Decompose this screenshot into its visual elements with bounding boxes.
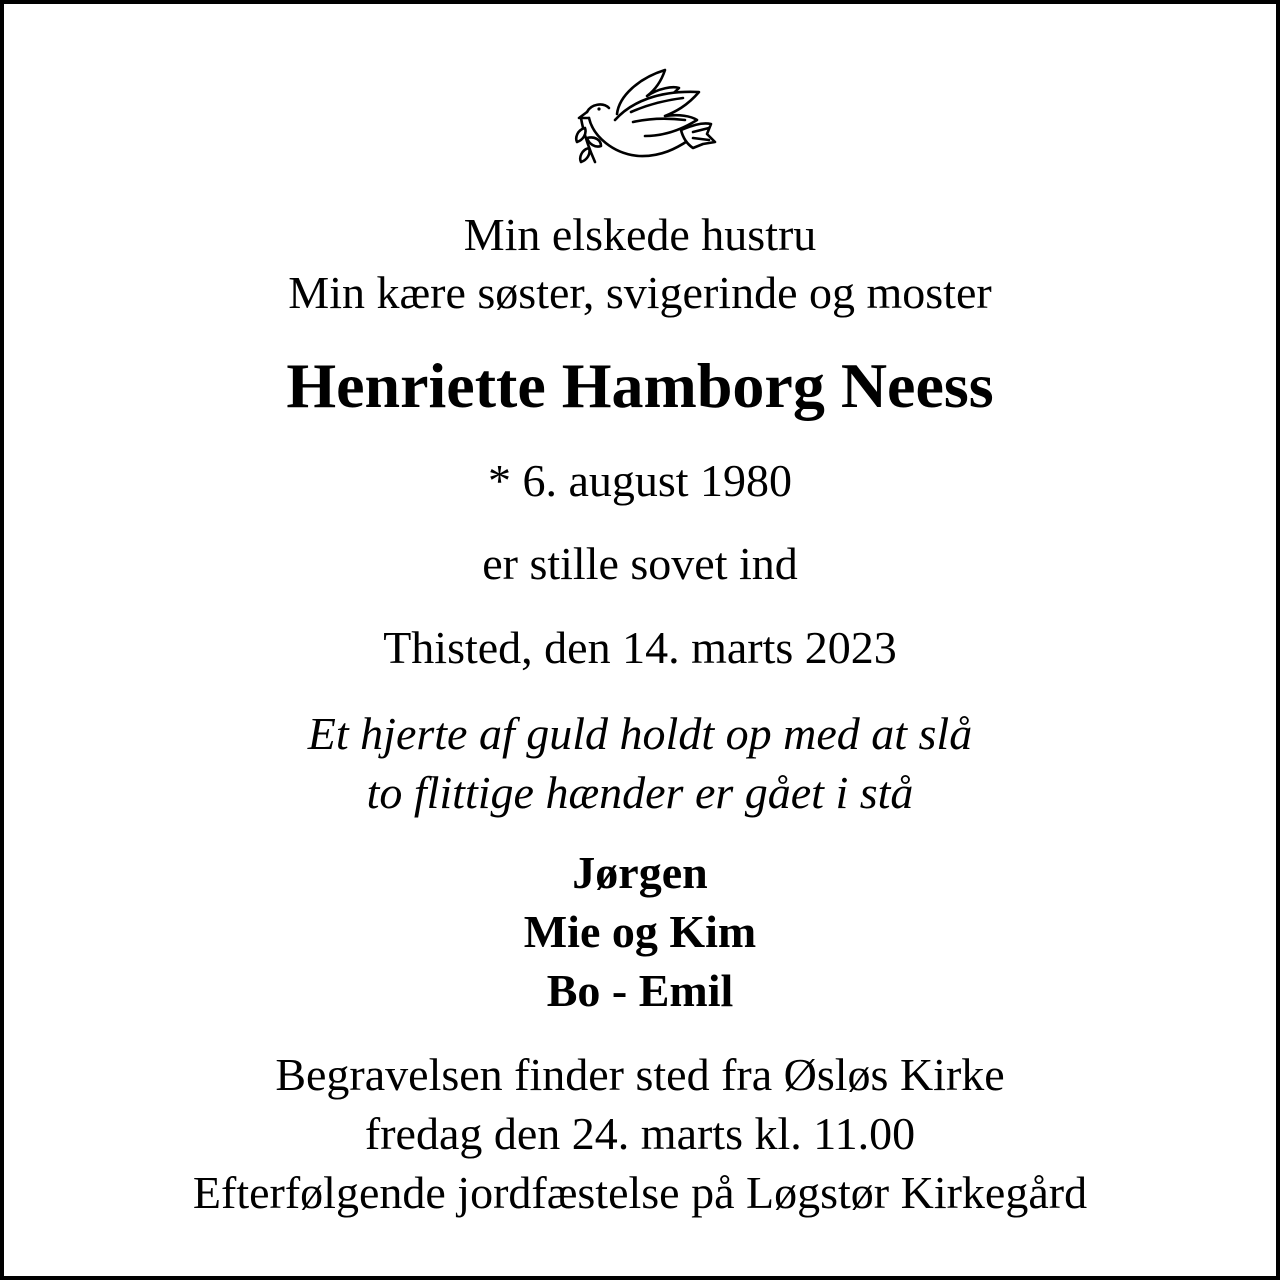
intro-line-2: Min kære søster, svigerinde og moster <box>288 267 992 318</box>
funeral-line-1: Begravelsen finder sted fra Øsløs Kirke <box>275 1049 1005 1100</box>
family-line-1: Jørgen <box>572 847 708 898</box>
funeral-line-3: Efterfølgende jordfæstelse på Løgstør Kirkegård <box>192 1167 1088 1218</box>
deceased-name: Henriette Hamborg Neess <box>286 350 994 421</box>
dove-with-olive-branch-icon <box>569 64 719 176</box>
verse-line-2: to flittige hænder er gået i stå <box>366 767 914 818</box>
family-line-2: Mie og Kim <box>523 906 757 957</box>
passed-phrase: er stille sovet ind <box>482 538 798 589</box>
verse-line-1: Et hjerte af guld holdt op med at slå <box>307 708 973 759</box>
birth-date: * 6. august 1980 <box>487 455 793 506</box>
family-line-3: Bo - Emil <box>546 965 734 1016</box>
place-and-date: Thisted, den 14. marts 2023 <box>383 622 897 673</box>
funeral-line-2: fredag den 24. marts kl. 11.00 <box>364 1108 916 1159</box>
intro-line-1: Min elskede hustru <box>463 209 817 260</box>
